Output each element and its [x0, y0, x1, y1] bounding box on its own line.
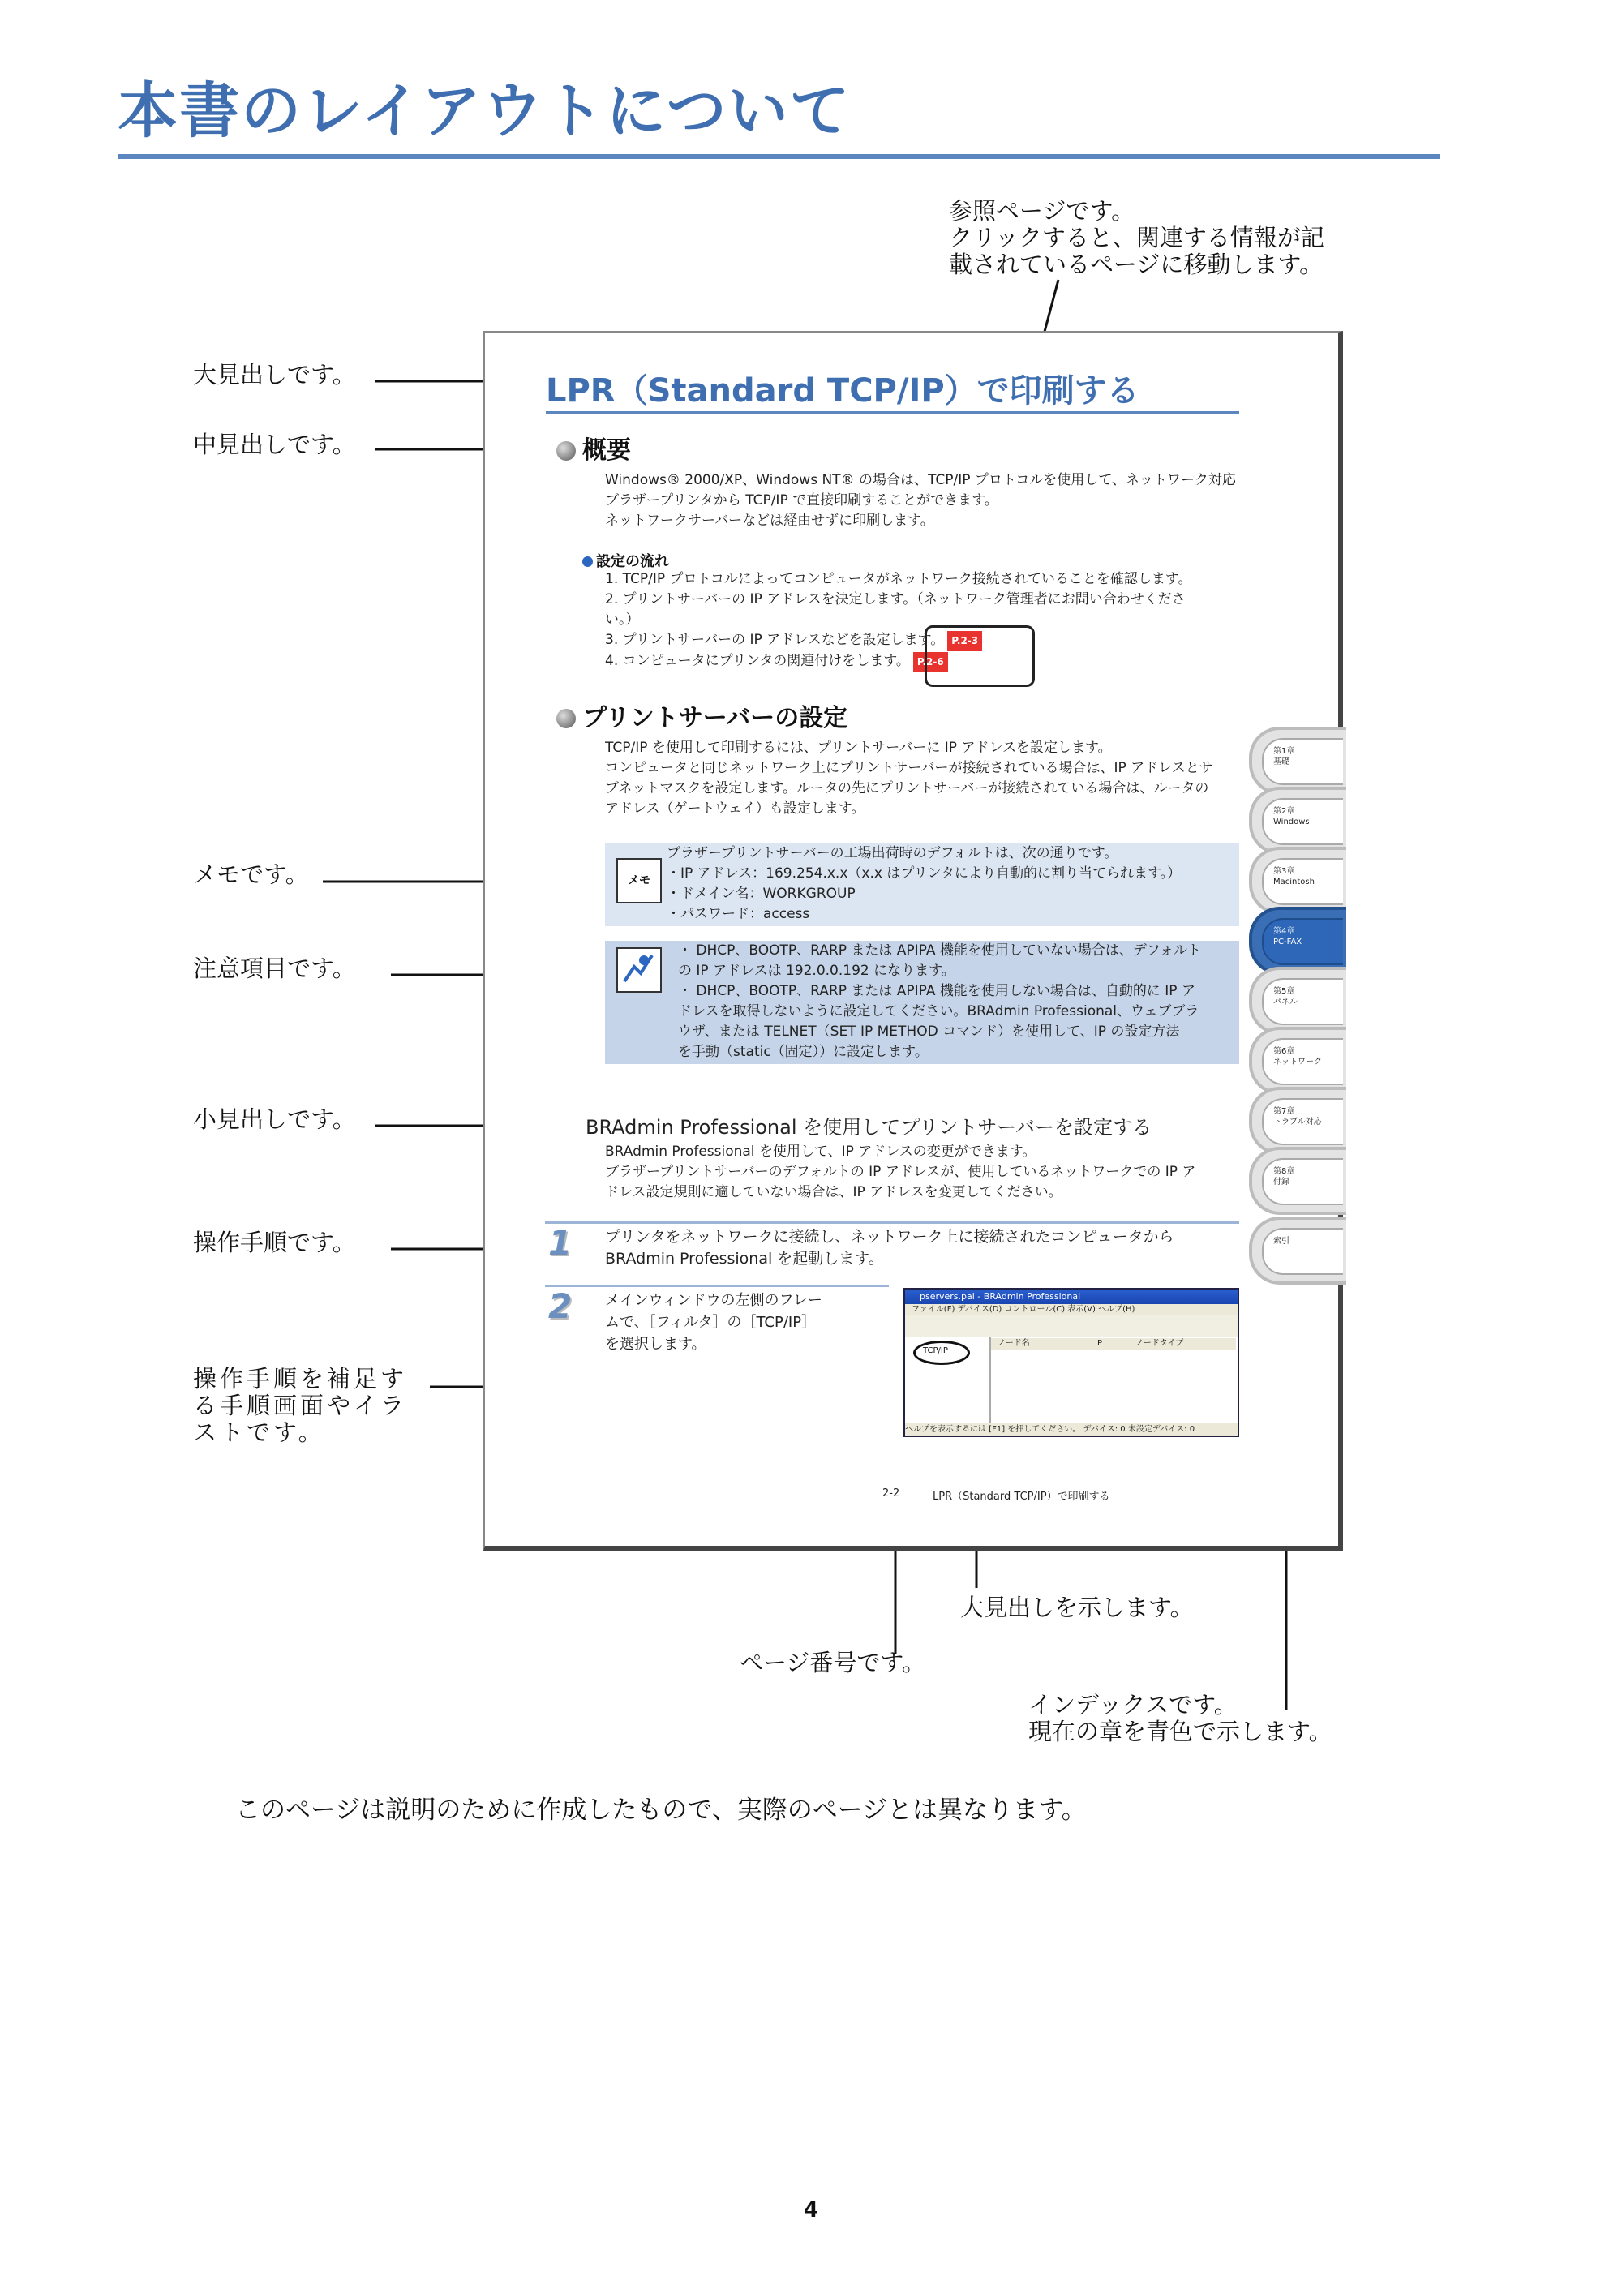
caution-text: ・ DHCP、BOOTP、RARP または APIPA 機能を使用していない場合は、デフォルト の IP アドレスは 192.0.0.192 になります。 ・ DHCP、BOOTP、RARP または APIPA 機能を使用しない場合は、自動的に IP ア ドレスを取得しないように設定してください。BRAdmin Professional、ウェブブラ ウザ、または TELNET（SET IP METHOD コマンド）を使用して、IP の設定方法 を手動（static（固定））に設定します。 [678, 942, 1202, 1060]
screenshot-statusbar: ヘルプを表示するには [F1] を押してください。 デバイス: 0 未設定デバイス: 0 [905, 1423, 1238, 1436]
callout-memo: メモです。 [193, 860, 309, 888]
tree-item-tcpip: TCP/IP [923, 1346, 948, 1355]
screenshot-menubar: ファイル(F) デバイス(D) コントロール(C) 表示(V) ヘルプ(H) [905, 1304, 1238, 1315]
callout-supplement: 操作手順を補足す る手順画面やイラ ストです。 [193, 1365, 408, 1446]
h3-text: BRAdmin Professional を使用して、IP アドレスの変更ができます。 ブラザープリントサーバーのデフォルトの IP アドレスが、使用しているネットワークでの IP ア ドレス設定規則に適していない場合は、IP アドレスを変更してください。 [605, 1144, 1196, 1200]
reference-highlight-box [925, 625, 1035, 687]
callout-reference: 参照ページです。 クリックすると、関連する情報が記 載されているページに移動します。 [949, 197, 1324, 278]
printserver-text: TCP/IP を使用して印刷するには、プリントサーバーに IP アドレスを設定します。 コンピュータと同じネットワーク上にプリントサーバーが接続されている場合は、IP アドレスとサ ブネットマスクを設定します。ルータの先にプリントサーバーが接続されている場合は、ルータの アドレス（ゲートウェイ）も設定します。 [605, 740, 1213, 817]
index-tab-6[interactable]: 第6章 ネットワーク [1249, 1027, 1346, 1095]
index-tab-7[interactable]: 第7章 トラブル対応 [1249, 1087, 1346, 1155]
step1-rule [545, 1221, 1239, 1224]
highlight-oval [913, 1341, 970, 1365]
sphere-bullet-icon [556, 441, 576, 461]
sample-h2-overview: 概要 [556, 430, 631, 466]
index-tab-index[interactable]: 索引 [1249, 1217, 1346, 1285]
disclaimer-note: このページは説明のために作成したもので、実際のページとは異なります。 [235, 1796, 1087, 1825]
step1-number: 1 [548, 1223, 573, 1263]
memo-text: ブラザープリントサーバーの工場出荷時のデフォルトは、次の通りです。 ・IP アドレス：169.254.x.x（x.x はプリンタにより自動的に割り当てられます。） ・ドメイン名：WORKGROUP ・パスワード：access [667, 845, 1182, 922]
callout-page-number: ページ番号です。 [740, 1649, 926, 1676]
sample-h3: BRAdmin Professional を使用してプリントサーバーを設定する [586, 1116, 1152, 1139]
step1-text: プリンタをネットワークに接続し、ネットワーク上に接続されたコンピュータから BRAdmin Professional を起動します。 [605, 1228, 1174, 1268]
sample-footer-chapter: LPR（Standard TCP/IP）で印刷する [933, 1491, 1110, 1503]
memo-icon: メモ [616, 858, 662, 903]
sample-footer-page: 2-2 [882, 1487, 900, 1500]
page-number: 4 [803, 2198, 819, 2222]
blue-dot-icon [582, 556, 593, 567]
callout-steps: 操作手順です。 [193, 1229, 356, 1256]
sample-h1: LPR（Standard TCP/IP）で印刷する [546, 372, 1139, 410]
flow-list: 1. TCP/IP プロトコルによってコンピュータがネットワーク接続されていることを確認します。 2. プリントサーバーの IP アドレスを決定します。（ネットワーク管理者にお問い合わせくださ い。） 3. プリントサーバーの IP アドレスなどを設定します。 P.2-3 4. コンピュータにプリンタの関連付けをします。 P.2-6 [605, 569, 1192, 672]
sample-h2-printserver: プリントサーバーの設定 [556, 697, 847, 733]
caution-icon [616, 947, 662, 993]
screenshot-list-header: ノード名 IP ノードタイプ [991, 1338, 1236, 1350]
screenshot-toolbar [905, 1315, 1238, 1337]
overview-text: Windows® 2000/XP、Windows NT® の場合は、TCP/IP プロトコルを使用して、ネットワーク対応 ブラザープリンタから TCP/IP で直接印刷することができます。 ネットワークサーバーなどは経由せずに印刷します。 [605, 472, 1236, 529]
callout-h2: 中見出しです。 [193, 431, 356, 458]
ref-link-2-3[interactable]: P.2-3 [947, 631, 982, 651]
index-tab-1[interactable]: 第1章 基礎 [1249, 727, 1346, 795]
callout-h1: 大見出しです。 [193, 361, 356, 388]
flow-heading: 設定の流れ [582, 550, 669, 571]
step2-text: メインウィンドウの左側のフレー ムで、［フィルタ］の［TCP/IP］ を選択します。 [605, 1292, 822, 1353]
index-tab-4-active[interactable]: 第4章 PC-FAX [1249, 907, 1346, 975]
callout-chapter: 大見出しを示します。 [960, 1594, 1194, 1621]
screenshot-titlebar: pservers.pal - BRAdmin Professional [905, 1290, 1238, 1304]
step2-rule [545, 1285, 889, 1287]
callout-caution: 注意項目です。 [193, 955, 356, 982]
index-tab-5[interactable]: 第5章 パネル [1249, 967, 1346, 1035]
callout-index: インデックスです。 現在の章を青色で示します。 [1028, 1691, 1332, 1745]
sphere-bullet-icon [556, 709, 576, 728]
callout-h3: 小見出しです。 [193, 1105, 356, 1133]
index-tab-8[interactable]: 第8章 付録 [1249, 1147, 1346, 1215]
step2-number: 2 [548, 1286, 573, 1326]
sample-h1-rule [546, 411, 1239, 414]
index-tab-3[interactable]: 第3章 Macintosh [1249, 847, 1346, 915]
page-title: 本書のレイアウトについて [118, 76, 852, 146]
index-tab-2[interactable]: 第2章 Windows [1249, 787, 1346, 855]
ref-link-2-6[interactable]: P.2-6 [913, 652, 948, 672]
